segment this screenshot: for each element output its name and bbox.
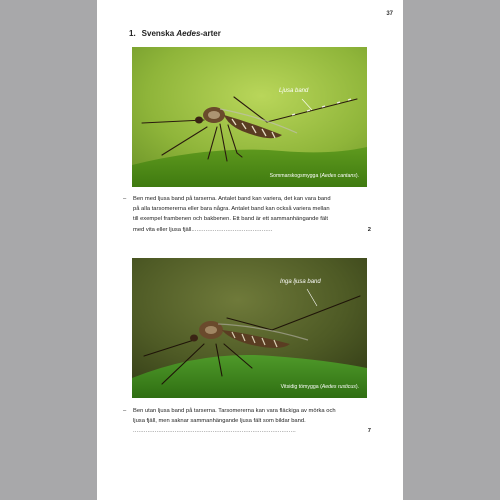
section-number: 1.	[129, 29, 136, 38]
mosquito-photo-banded	[132, 47, 367, 187]
annotation-label: Ljusa band	[279, 88, 309, 94]
heading-prefix: Svenska	[141, 29, 177, 38]
entry-line: Ben utan ljusa band på tarserna. Tarsomererna kan vara fläckiga av mörka och	[133, 408, 336, 414]
entry-lead-line	[133, 225, 371, 235]
dot-leader: ..........................................................................................	[133, 428, 296, 435]
caption-prefix: Sommarskogsmygga (	[269, 173, 322, 179]
entry-last-line: med vita eller ljusa fjäll.	[133, 226, 193, 233]
couplet-reference-link[interactable]: 2	[367, 226, 371, 233]
mosquito-photo-unbanded	[132, 258, 367, 398]
photo-caption	[281, 384, 359, 390]
heading-genus: Aedes	[176, 29, 201, 38]
entry-dash: –	[123, 196, 127, 202]
entry-line: på alla tarsomererna eller bara några. Antalet band kan också variera mellan	[133, 206, 330, 213]
entry-line: till exempel frambenen och bakbenen. Ett band är ett sammanhängande fält	[133, 216, 328, 223]
page-number: 37	[386, 11, 393, 17]
annotation-label: Inga ljusa band	[280, 279, 321, 285]
caption-species: Aedes rusticus	[321, 384, 356, 390]
caption-suffix: ).	[355, 384, 359, 390]
entry-lead-line	[133, 426, 371, 436]
caption-prefix: Vitsidig tömygga (	[280, 384, 322, 390]
entry-line: ljusa fjäll, men saknar sammanhängande ljusa fält som bildar band.	[133, 418, 306, 425]
caption-species: Aedes cantans	[321, 173, 356, 179]
section-heading	[129, 29, 221, 38]
key-entry-1	[123, 194, 371, 235]
dot-leader: ............................................	[192, 226, 273, 233]
couplet-reference-link[interactable]: 7	[367, 428, 371, 435]
key-entry-2	[123, 406, 371, 437]
book-page	[97, 0, 403, 500]
caption-suffix: ).	[355, 173, 359, 179]
photo-caption	[270, 173, 359, 179]
entry-line: Ben med ljusa band på tarserna. Antalet band kan variera, det kan vara band	[133, 196, 331, 202]
entry-dash: –	[123, 408, 127, 414]
heading-suffix: -arter	[200, 29, 221, 38]
